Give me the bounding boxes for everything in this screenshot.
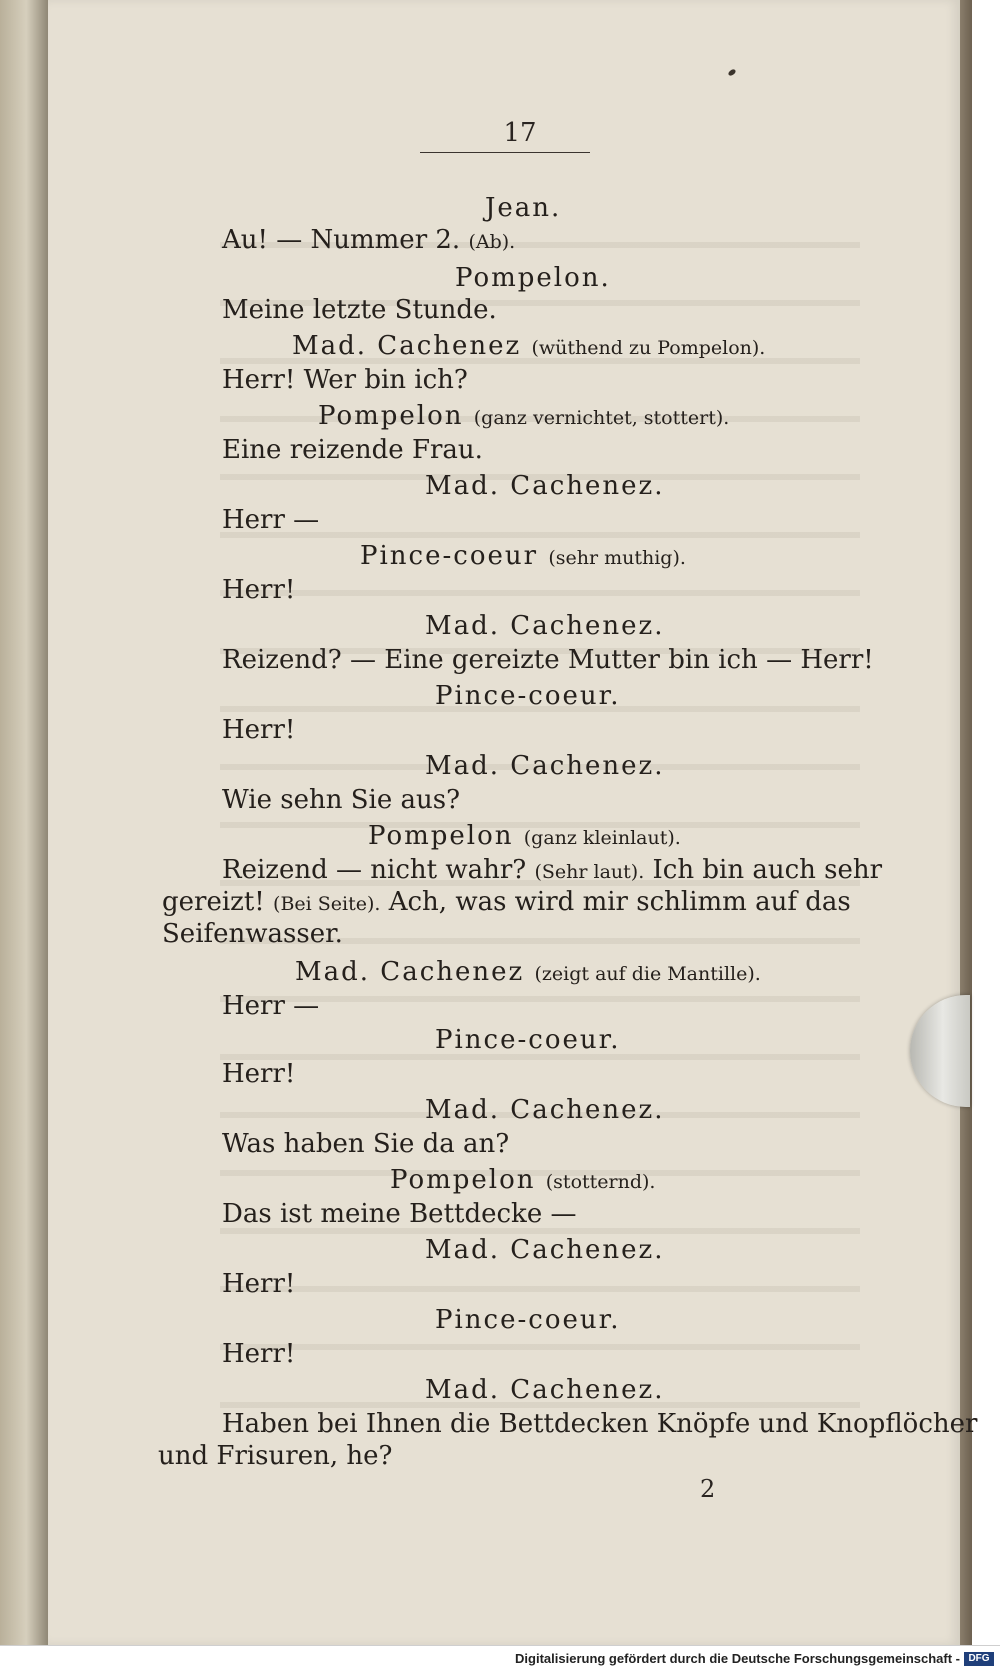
book-spine: [0, 0, 48, 1645]
dfg-logo: DFG: [964, 1652, 994, 1666]
speaker-name: Mad. Cachenez: [295, 957, 525, 987]
speaker-name: Mad. Cachenez.: [425, 611, 665, 641]
dialogue-line: [162, 886, 851, 920]
dialogue-text: Ich bin auch sehr: [652, 855, 883, 885]
speaker-name: Mad. Cachenez.: [425, 1375, 665, 1405]
stage-direction: (zeigt auf die Mantille).: [534, 963, 761, 985]
dialogue-text: Au! — Nummer 2.: [222, 225, 461, 255]
dialogue-text: Herr!: [222, 1339, 296, 1369]
stage-direction: (sehr muthig).: [548, 547, 686, 569]
stage-direction: (wüthend zu Pompelon).: [531, 337, 766, 359]
header-rule: [420, 152, 590, 153]
speaker-name: Pince-coeur.: [435, 681, 621, 711]
speaker-line: [318, 400, 729, 434]
dialogue-text: Herr!: [222, 575, 296, 605]
dialogue-text: gereizt!: [162, 887, 265, 917]
dialogue-text: und Frisuren, he?: [158, 1441, 393, 1471]
dialogue-text: Seifenwasser.: [162, 919, 343, 949]
dialogue-text: Wie sehn Sie aus?: [222, 785, 461, 815]
dialogue-text: Herr!: [222, 715, 296, 745]
dialogue-text: Reizend — nicht wahr?: [222, 855, 527, 885]
speaker-name: Pompelon: [390, 1165, 536, 1195]
stage-direction: (Bei Seite).: [273, 893, 381, 915]
speaker-name: Pompelon: [368, 821, 514, 851]
dialogue-text: Das ist meine Bettdecke —: [222, 1199, 577, 1229]
dialogue-line: [222, 854, 882, 888]
dialogue-text: Herr —: [222, 991, 320, 1021]
stage-direction: (ganz vernichtet, stottert).: [473, 407, 730, 429]
speaker-name: Pince-coeur: [360, 541, 539, 571]
speaker-name: Pince-coeur.: [435, 1305, 621, 1335]
dialogue-line: [222, 224, 515, 258]
speaker-line: [390, 1164, 655, 1198]
speaker-name: Pince-coeur.: [435, 1025, 621, 1055]
footer-bar: [0, 1645, 1000, 1673]
dialogue-text: Ach, was wird mir schlimm auf das: [388, 887, 851, 917]
stage-direction: (Sehr laut).: [534, 861, 645, 883]
dialogue-text: Herr!: [222, 1269, 296, 1299]
dialogue-text: Haben bei Ihnen die Bettdecken Knöpfe und Knopflöcher: [222, 1409, 978, 1439]
speaker-name: Jean.: [485, 193, 562, 223]
page-edge: [960, 0, 972, 1645]
stage-direction: (ganz kleinlaut).: [523, 827, 681, 849]
speaker-name: Mad. Cachenez.: [425, 1235, 665, 1265]
speaker-line: [360, 540, 686, 574]
dialogue-text: Herr! Wer bin ich?: [222, 365, 468, 395]
speaker-name: Mad. Cachenez: [292, 331, 522, 361]
speaker-name: Pompelon: [318, 401, 464, 431]
speaker-name: Mad. Cachenez.: [425, 1095, 665, 1125]
stage-direction: (Ab).: [468, 231, 516, 253]
speaker-name: Mad. Cachenez.: [425, 471, 665, 501]
speaker-name: Pompelon.: [455, 263, 611, 293]
dialogue-text: Herr —: [222, 505, 320, 535]
footer-credit: Digitalisierung gefördert durch die Deutsche Forschungsgemeinschaft -: [515, 1651, 960, 1666]
dialogue-text: Reizend? — Eine gereizte Mutter bin ich — Herr!: [222, 645, 874, 675]
page-number: 17: [503, 118, 537, 148]
stage-direction: (stotternd).: [545, 1171, 656, 1193]
dialogue-text: Was haben Sie da an?: [222, 1129, 510, 1159]
speaker-line: [368, 820, 681, 854]
speaker-name: Mad. Cachenez.: [425, 751, 665, 781]
dialogue-text: Eine reizende Frau.: [222, 435, 483, 465]
dialogue-text: Meine letzte Stunde.: [222, 295, 497, 325]
signature-mark: 2: [700, 1475, 716, 1503]
speaker-line: [292, 330, 765, 364]
speaker-line: [295, 956, 761, 990]
dialogue-text: Herr!: [222, 1059, 296, 1089]
